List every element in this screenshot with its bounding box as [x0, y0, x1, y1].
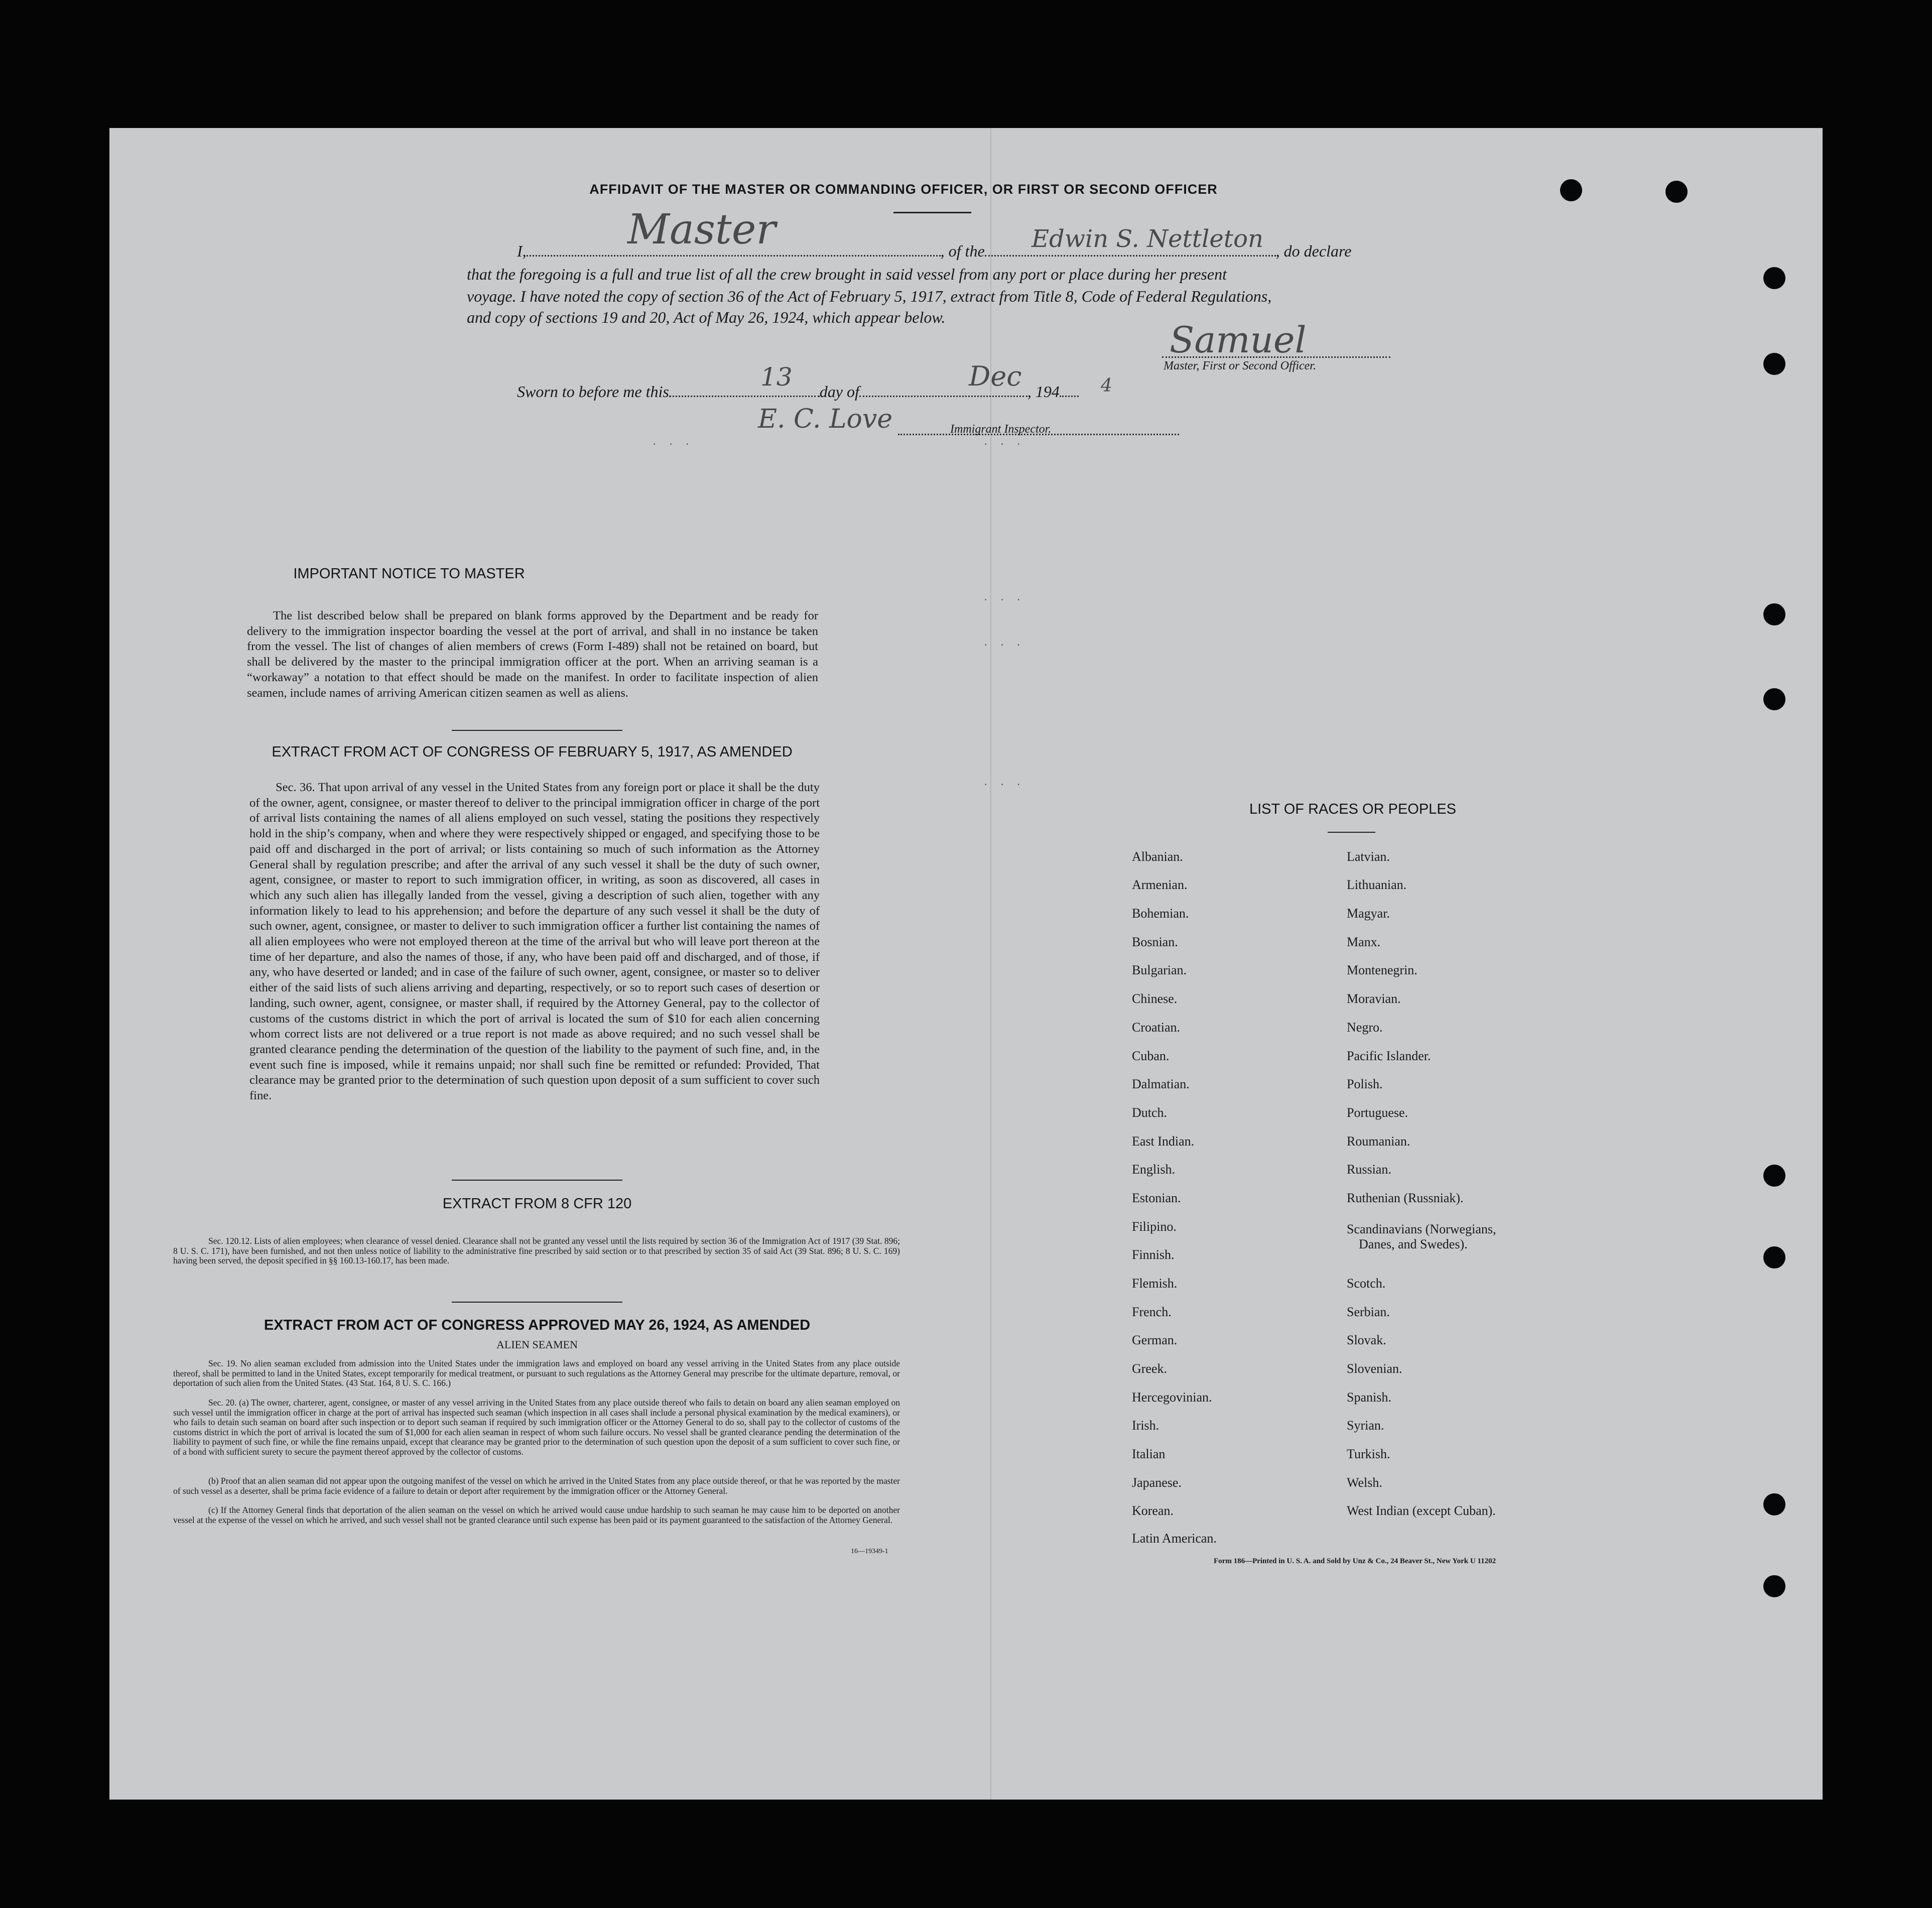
- of-the-label: , of the: [940, 242, 985, 260]
- race-item: Pacific Islander.: [1347, 1049, 1431, 1063]
- affidavit-line-4: and copy of sections 19 and 20, Act of May 26, 1924, which appear below.: [467, 308, 946, 326]
- race-item: Estonian.: [1132, 1191, 1181, 1205]
- notice-body: The list described below shall be prepared on blank forms approved by the Department and be ready for delivery to the immigration inspector boarding the vessel at the port of arrival, and shall in no instance be taken from the vessel. The list of changes of alien members of crews (Form I-489) shall not be retained on board, but shall be delivered by the master to the principal immigration officer at the port. When an arriving seaman is a “workaway” a notation to that effect should be made on the manifest. In order to facilitate inspection of alien seamen, include names of arriving American citizen seamen as well as aliens.: [247, 609, 818, 700]
- race-item: Chinese.: [1132, 991, 1178, 1006]
- binder-hole: [1763, 267, 1785, 289]
- race-item: West Indian (except Cuban).: [1347, 1503, 1496, 1518]
- sec19-text: Sec. 19. No alien seaman excluded from admission into the United States under the immigration laws and employed on board any vessel arriving in the United States from any place outside thereof, shall be permitted to land in the United States, except temporarily for medical treatment, or pursuant to such regulations as the Attorney General may prescribe for the ultimate departure, removal, or deportation of such alien from the United States. (43 Stat. 164, 8 U. S. C. 166.): [173, 1358, 900, 1388]
- race-item: Filipino.: [1132, 1219, 1177, 1234]
- sec20b-text: (b) Proof that an alien seaman did not appear upon the outgoing manifest of the vessel on which he arrived in the United States from any place outside thereof, or that he was reported by the master of such vessel as a deserter, shall be prima facie evidence of a failure to detain or deport after requirement by the immigration officer or the Attorney General.: [173, 1476, 900, 1496]
- race-item: Albanian.: [1132, 849, 1183, 864]
- faint-dots: · · ·: [984, 639, 1025, 651]
- race-item: Dutch.: [1132, 1105, 1168, 1120]
- day-of-label: day of: [819, 383, 859, 401]
- notice-title: IMPORTANT NOTICE TO MASTER: [293, 566, 525, 582]
- race-item: Turkish.: [1347, 1447, 1390, 1461]
- race-item: Armenian.: [1132, 877, 1188, 892]
- handwritten-year: 4: [1101, 375, 1112, 396]
- race-item: Welsh.: [1347, 1475, 1382, 1490]
- affidavit-i-label: I,: [517, 242, 527, 260]
- race-item: Irish.: [1132, 1418, 1160, 1433]
- race-item: Finnish.: [1132, 1247, 1175, 1262]
- affidavit-line-3: voyage. I have noted the copy of section 36 of the Act of February 5, 1917, extract from Title 8, Code of Federal Regulations,: [467, 287, 1272, 305]
- race-item: Roumanian.: [1347, 1134, 1410, 1149]
- section-rule: [452, 1302, 622, 1303]
- race-item: Moravian.: [1347, 991, 1401, 1006]
- race-item: Italian: [1132, 1447, 1166, 1461]
- race-item: Korean.: [1132, 1503, 1174, 1518]
- race-item: Scandinavians (Norwegians,: [1347, 1222, 1496, 1236]
- race-item: Montenegrin.: [1347, 963, 1418, 977]
- race-item: Hercegovinian.: [1132, 1390, 1212, 1405]
- races-rule: [1328, 832, 1375, 833]
- day-field: [669, 381, 820, 397]
- extract-1917-body: Sec. 36. That upon arrival of any vessel in the United States from any foreign port or place it shall be the duty of the owner, agent, consignee, or master thereof to deliver to the principal immigration officer in charge of the port of arrival lists containing the names of all aliens employed on such vessel, stating the positions they respectively hold in the ship’s company, when and where they were respectively shipped or engaged, and specifying those to be paid off and discharged in the port of arrival; or lists containing so much of such information as the Attorney General shall by regulation prescribe; and after the arrival of any such vessel it shall be the duty of such owner, agent, consignee, or master to report to such immigration officer, in writing, as soon as discovered, all cases in which any such alien has illegally landed from the vessel, giving a description of such alien, together with any information likely to lead to his apprehension; and before the departure of any such vessel it shall be the duty of such owner, agent, consignee, or master to deliver to such immigration officer a further list containing the names of all alien employees who were not employed thereon at the time of the arrival but who will leave port thereon at the time of her departure, and also the names of those, if any, who have been paid off and discharged, and of those, if any, who have deserted or landed; and in case of the failure of such owner, agent, consignee, or master so to deliver either of the said lists of such aliens arriving and departing, respectively, or so to report such cases of desertion or landing, such owner, agent, consignee, or master shall, if required by the Attorney General, pay to the collector of customs of the customs district in which the port of arrival is located the sum of $10 for each alien concerning whom correct lists are not delivered or a true report is not made as above required; and no such vessel shall be granted clearance pending the determination of the question of the liability to the payment of such fine, and, in the event such fine is imposed, while it remains unpaid; nor shall such fine be remitted or refunded: Provided, That clearance may be granted prior to the determination of such question upon deposit of a sum sufficient to cover such fine.: [249, 781, 820, 1103]
- extract-1924-subtitle: ALIEN SEAMEN: [496, 1338, 578, 1351]
- race-item: Greek.: [1132, 1361, 1168, 1376]
- sworn-prefix: Sworn to before me this: [517, 383, 669, 401]
- year-field: [1060, 381, 1079, 397]
- race-item: Ruthenian (Russniak).: [1347, 1191, 1464, 1205]
- handwritten-vessel-name: Edwin S. Nettleton: [1032, 225, 1263, 253]
- binder-hole: [1763, 1575, 1785, 1597]
- sec20c-text: (c) If the Attorney General finds that deportation of the alien seaman on the vessel on which he arrived would cause undue hardship to such seaman he may cause him to be deported on another vessel at the expense of the vessel on which he arrived, and such vessel shall not be granted clearance until such expense has been paid or its payment guaranteed to the satisfaction of the Attorney General.: [173, 1505, 900, 1525]
- race-item: Syrian.: [1347, 1418, 1384, 1433]
- faint-dots: · · ·: [653, 438, 694, 450]
- binder-hole: [1560, 179, 1582, 201]
- faint-dots: · · ·: [984, 593, 1025, 606]
- extract-1924-title: EXTRACT FROM ACT OF CONGRESS APPROVED MAY 26, 1924, AS AMENDED: [264, 1317, 811, 1333]
- inspector-caption: Immigrant Inspector.: [950, 423, 1052, 436]
- section-rule: [452, 730, 622, 731]
- race-item: Slovenian.: [1347, 1361, 1402, 1376]
- race-item: Latvian.: [1347, 849, 1390, 864]
- print-code: 16—19349-1: [851, 1548, 888, 1555]
- race-item: Magyar.: [1347, 906, 1390, 921]
- race-item: French.: [1132, 1305, 1172, 1319]
- race-item: Cuban.: [1132, 1049, 1170, 1063]
- race-item: Serbian.: [1347, 1305, 1390, 1319]
- affidavit-line-2: that the foregoing is a full and true list of all the crew brought in said vessel from any port or place during her present: [467, 265, 1227, 283]
- signature-caption: Master, First or Second Officer.: [1164, 359, 1316, 372]
- extract-cfr-body: Sec. 120.12. Lists of alien employees; when clearance of vessel denied. Clearance shall not be granted any vessel until the lists required by section 36 of the Immigration Act of 1917 (39 Stat. 896; 8 U. S. C. 171), have been furnished, and not then unless notice of liability to the administrative fine prescribed by said section or to that prescribed by section 35 of said Act (39 Stat. 896; 8 U. S. C. 169) having been served, the deposit specified in §§ 160.13-160.17, has been made.: [173, 1236, 900, 1265]
- handwritten-day: 13: [760, 362, 793, 392]
- affidavit-title: AFFIDAVIT OF THE MASTER OR COMMANDING OFFICER, OR FIRST OR SECOND OFFICER: [589, 182, 1218, 197]
- race-item: East Indian.: [1132, 1134, 1195, 1149]
- race-item: Slovak.: [1347, 1333, 1386, 1347]
- race-item: Russian.: [1347, 1162, 1391, 1177]
- race-item: Bohemian.: [1132, 906, 1189, 921]
- race-item: Japanese.: [1132, 1475, 1182, 1490]
- race-item: Danes, and Swedes).: [1359, 1237, 1468, 1251]
- handwritten-signature: Samuel: [1170, 319, 1307, 361]
- extract-1917-title: EXTRACT FROM ACT OF CONGRESS OF FEBRUARY 5, 1917, AS AMENDED: [272, 744, 793, 760]
- faint-dots: · · ·: [984, 778, 1025, 791]
- race-item: Negro.: [1347, 1020, 1383, 1035]
- faint-dots: · · ·: [984, 438, 1025, 450]
- race-item: Bosnian.: [1132, 935, 1178, 949]
- race-item: German.: [1132, 1333, 1178, 1347]
- binder-hole: [1763, 1165, 1785, 1187]
- binder-hole: [1763, 603, 1785, 625]
- race-item: English.: [1132, 1162, 1175, 1177]
- signature-line: [1162, 342, 1390, 358]
- do-declare-label: , do declare: [1275, 242, 1352, 260]
- binder-hole: [1763, 688, 1785, 710]
- race-item: Dalmatian.: [1132, 1077, 1190, 1091]
- race-item: Latin American.: [1132, 1531, 1217, 1546]
- race-item: Portuguese.: [1347, 1105, 1408, 1120]
- race-item: Bulgarian.: [1132, 963, 1187, 977]
- binder-hole: [1763, 1493, 1785, 1515]
- race-item: Scotch.: [1347, 1276, 1386, 1291]
- year-label: , 194: [1027, 383, 1060, 401]
- race-item: Lithuanian.: [1347, 877, 1407, 892]
- sec20a-text: Sec. 20. (a) The owner, charterer, agent, consignee, or master of any vessel arriving in the United States from any place outside thereof who fails to detain on board any alien seaman employed on such vessel until the immigration officer in charge at the port of arrival has inspected such seaman (which inspection in all cases shall include a personal physical examination by the medical examiners), or who fails to detain such seaman on board after such inspection or to deport such seaman if required by such immigration officer or the Attorney General to do so, shall pay to the collector of customs of the customs district in which the port of arrival is located the sum of $1,000 for each alien seaman in respect of whom such failure occurs. No vessel shall be granted clearance pending the determination of the liability to payment of such fine, or while the fine remains unpaid, except that clearance may be granted prior to the determination of such question upon the deposit of a sum sufficient to cover such fine, or of a bond with sufficient surety to secure the payment thereof approved by the collector of customs.: [173, 1397, 900, 1457]
- form-printer-note: Form 186—Printed in U. S. A. and Sold by Unz & Co., 24 Beaver St., New York U 11202: [1214, 1557, 1496, 1565]
- race-item: Flemish.: [1132, 1276, 1178, 1291]
- title-rule: [893, 212, 971, 213]
- extract-cfr-title: EXTRACT FROM 8 CFR 120: [442, 1196, 632, 1212]
- race-item: Spanish.: [1347, 1390, 1391, 1405]
- binder-hole: [1763, 353, 1785, 375]
- race-item: Manx.: [1347, 935, 1381, 949]
- binder-hole: [1665, 181, 1688, 203]
- race-item: Polish.: [1347, 1077, 1383, 1091]
- binder-hole: [1763, 1246, 1785, 1268]
- handwritten-month: Dec: [969, 360, 1022, 392]
- handwritten-master: Master: [627, 206, 776, 253]
- races-title: LIST OF RACES OR PEOPLES: [1249, 801, 1457, 817]
- race-item: Croatian.: [1132, 1020, 1181, 1035]
- section-rule: [452, 1180, 622, 1181]
- handwritten-inspector: E. C. Love: [758, 404, 892, 434]
